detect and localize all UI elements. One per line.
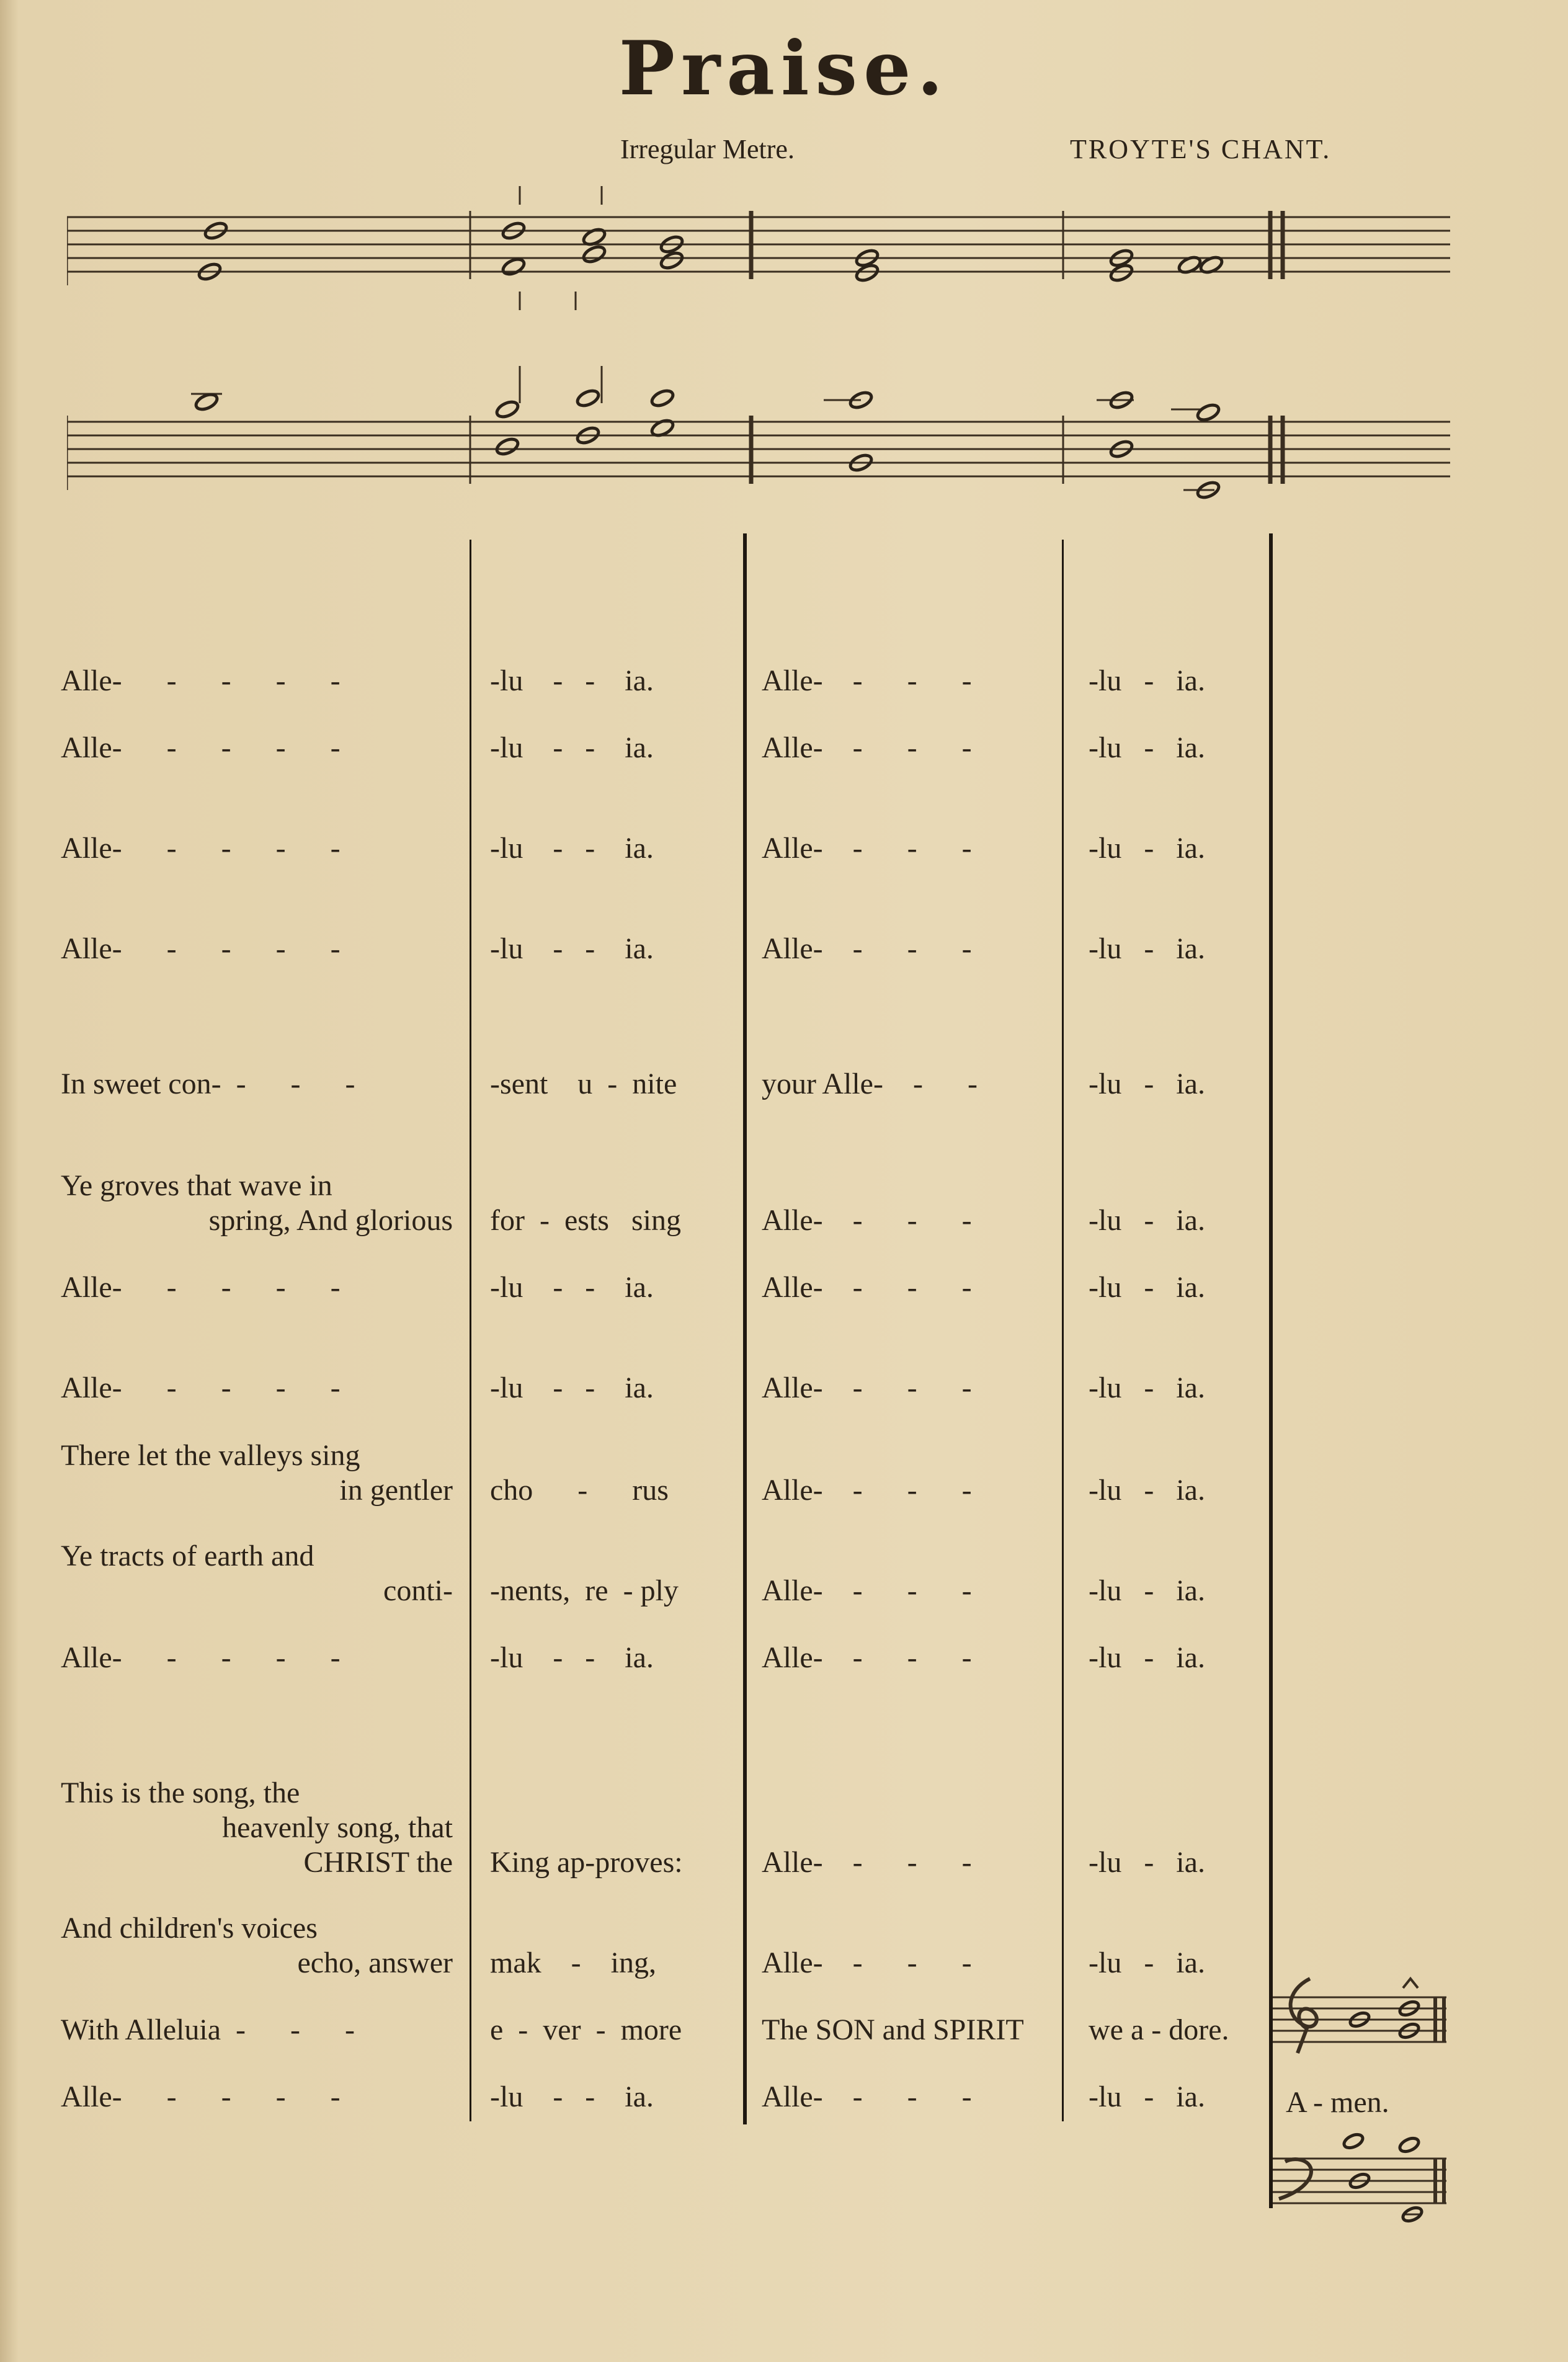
row-12-c4: -lu - ia. xyxy=(1089,1846,1205,1879)
row-1-c3: Alle- - - - xyxy=(762,664,972,697)
amen-treble-staff xyxy=(1273,1966,1453,2059)
row-4-c1: Alle- - - - - xyxy=(61,932,341,965)
row-8-c2: -lu - - ia. xyxy=(490,1371,654,1404)
row-12-c1b: This is the song, the xyxy=(61,1776,300,1809)
column-rule-2 xyxy=(743,533,747,2124)
row-4-c3: Alle- - - - xyxy=(762,932,972,965)
row-1-c2: -lu - - ia. xyxy=(490,664,654,697)
column-rule-1 xyxy=(470,540,471,2121)
row-11-c4: -lu - ia. xyxy=(1089,1641,1205,1674)
row-1-c4: -lu - ia. xyxy=(1089,664,1205,697)
row-13-c1: echo, answer xyxy=(297,1946,453,1979)
row-5-c4: -lu - ia. xyxy=(1089,1067,1205,1100)
row-2-c3: Alle- - - - xyxy=(762,731,972,764)
row-6-c1: spring, And glorious xyxy=(208,1204,453,1237)
row-5-c2: -sent u - nite xyxy=(490,1067,677,1100)
row-13-c1a: And children's voices xyxy=(61,1912,318,1945)
row-10-c3: Alle- - - - xyxy=(762,1574,972,1607)
row-15-c1: Alle- - - - - xyxy=(61,2080,341,2113)
treble-staff xyxy=(67,186,1450,310)
row-14-c3: The SON and SPIRIT xyxy=(762,2013,1024,2046)
column-rule-3 xyxy=(1062,540,1064,2121)
metre-label: Irregular Metre. xyxy=(620,134,795,164)
row-4-c4: -lu - ia. xyxy=(1089,932,1205,965)
row-13-c2: mak - ing, xyxy=(490,1946,656,1979)
column-rule-4 xyxy=(1269,533,1273,2208)
row-11-c1: Alle- - - - - xyxy=(61,1641,341,1674)
row-14-c4: we a - dore. xyxy=(1089,2013,1229,2046)
row-14-c2: e - ver - more xyxy=(490,2013,682,2046)
row-12-c3: Alle- - - - xyxy=(762,1846,972,1879)
row-9-c2: cho - rus xyxy=(490,1474,669,1507)
row-1-c1: Alle- - - - - xyxy=(61,664,341,697)
tune-name: TROYTE'S CHANT. xyxy=(1070,134,1332,164)
row-6-c2: for - ests sing xyxy=(490,1204,681,1237)
row-15-c3: Alle- - - - xyxy=(762,2080,972,2113)
row-2-c4: -lu - ia. xyxy=(1089,731,1205,764)
row-11-c2: -lu - - ia. xyxy=(490,1641,654,1674)
row-3-c2: -lu - - ia. xyxy=(490,832,654,865)
row-13-c4: -lu - ia. xyxy=(1089,1946,1205,1979)
row-2-c1: Alle- - - - - xyxy=(61,731,341,764)
row-13-c3: Alle- - - - xyxy=(762,1946,972,1979)
row-7-c1: Alle- - - - - xyxy=(61,1271,341,1304)
row-6-c4: -lu - ia. xyxy=(1089,1204,1205,1237)
row-2-c2: -lu - - ia. xyxy=(490,731,654,764)
row-3-c4: -lu - ia. xyxy=(1089,832,1205,865)
row-14-c1: With Alleluia - - - xyxy=(61,2013,355,2046)
row-8-c3: Alle- - - - xyxy=(762,1371,972,1404)
row-5-c3: your Alle- - - xyxy=(762,1067,978,1100)
row-15-c2: -lu - - ia. xyxy=(490,2080,654,2113)
amen-text: A - men. xyxy=(1286,2086,1389,2119)
row-9-c4: -lu - ia. xyxy=(1089,1474,1205,1507)
page-title: Praise. xyxy=(618,25,950,112)
amen-bass-staff xyxy=(1273,2128,1453,2227)
row-6-c1a: Ye groves that wave in xyxy=(61,1169,332,1202)
row-10-c1a: Ye tracts of earth and xyxy=(61,1540,314,1572)
row-5-c1: In sweet con- - - - xyxy=(61,1067,355,1100)
row-8-c4: -lu - ia. xyxy=(1089,1371,1205,1404)
row-10-c2: -nents, re - ply xyxy=(490,1574,679,1607)
row-3-c1: Alle- - - - - xyxy=(61,832,341,865)
row-12-c2: King ap-proves: xyxy=(490,1846,683,1879)
row-3-c3: Alle- - - - xyxy=(762,832,972,865)
bass-staff xyxy=(67,366,1450,509)
row-7-c4: -lu - ia. xyxy=(1089,1271,1205,1304)
row-7-c2: -lu - - ia. xyxy=(490,1271,654,1304)
row-9-c3: Alle- - - - xyxy=(762,1474,972,1507)
row-12-c1a: heavenly song, that xyxy=(222,1811,453,1844)
row-10-c1: conti- xyxy=(383,1574,453,1607)
row-4-c2: -lu - - ia. xyxy=(490,932,654,965)
row-8-c1: Alle- - - - - xyxy=(61,1371,341,1404)
row-11-c3: Alle- - - - xyxy=(762,1641,972,1674)
row-15-c4: -lu - ia. xyxy=(1089,2080,1205,2113)
row-12-c1: CHRIST the xyxy=(303,1846,453,1879)
row-9-c1: in gentler xyxy=(339,1474,453,1507)
row-9-c1a: There let the valleys sing xyxy=(61,1439,360,1472)
row-7-c3: Alle- - - - xyxy=(762,1271,972,1304)
row-10-c4: -lu - ia. xyxy=(1089,1574,1205,1607)
row-6-c3: Alle- - - - xyxy=(762,1204,972,1237)
